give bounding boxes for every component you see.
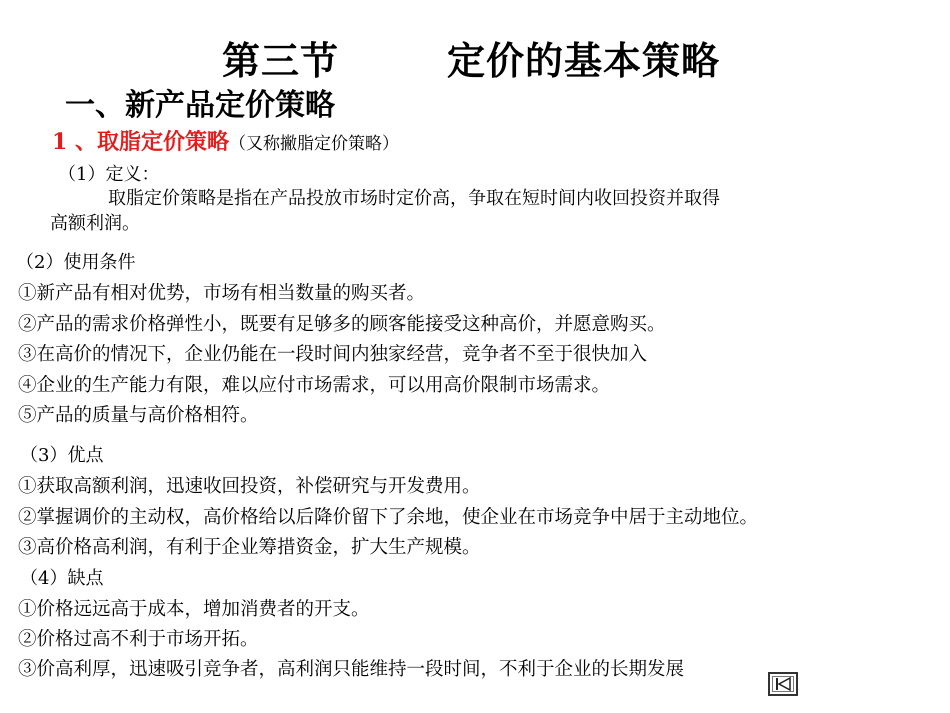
disadvantages-label: （4）缺点 <box>20 568 104 589</box>
disadvantage-item: ②价格过高不利于市场开拓。 <box>18 629 259 650</box>
skimming-note: （又称撇脂定价策略） <box>228 134 399 154</box>
page-title <box>222 30 720 85</box>
section-label: 第三节 <box>222 38 340 83</box>
skimming-label: 1 、取脂定价策略 <box>52 129 229 155</box>
definition-line: 高额利润。 <box>50 213 140 234</box>
condition-item: ②产品的需求价格弹性小，既要有足够多的顾客能接受这种高价，并愿意购买。 <box>18 314 666 335</box>
heading-skimming-strategy <box>52 125 399 156</box>
definition-line: 取脂定价策略是指在产品投放市场时定价高，争取在短时间内收回投资并取得 <box>108 188 720 209</box>
condition-item: ①新产品有相对优势，市场有相当数量的购买者。 <box>18 283 426 304</box>
definition-label: （1）定义： <box>58 164 160 185</box>
first-slide-button[interactable] <box>768 672 798 696</box>
advantage-item: ③高价格高利润，有利于企业筹措资金，扩大生产规模。 <box>18 537 481 558</box>
condition-item: ③在高价的情况下，企业仍能在一段时间内独家经营，竞争者不至于很快加入 <box>18 344 648 365</box>
heading-new-product-pricing: 一、新产品定价策略 <box>65 88 335 123</box>
advantages-label: （3）优点 <box>20 445 104 466</box>
conditions-label: （2）使用条件 <box>16 252 136 273</box>
advantage-item: ①获取高额利润，迅速收回投资，补偿研究与开发费用。 <box>18 476 481 497</box>
disadvantage-item: ①价格远远高于成本，增加消费者的开支。 <box>18 599 370 620</box>
advantage-item: ②掌握调价的主动权，高价格给以后降价留下了余地，使企业在市场竞争中居于主动地位。 <box>18 507 759 528</box>
condition-item: ⑤产品的质量与高价格相符。 <box>18 405 259 426</box>
disadvantage-item: ③价高利厚，迅速吸引竞争者，高利润只能维持一段时间，不利于企业的长期发展 <box>18 659 685 680</box>
section-title: 定价的基本策略 <box>447 38 721 83</box>
condition-item: ④企业的生产能力有限，难以应付市场需求，可以用高价限制市场需求。 <box>18 375 611 396</box>
first-slide-icon <box>770 674 796 694</box>
